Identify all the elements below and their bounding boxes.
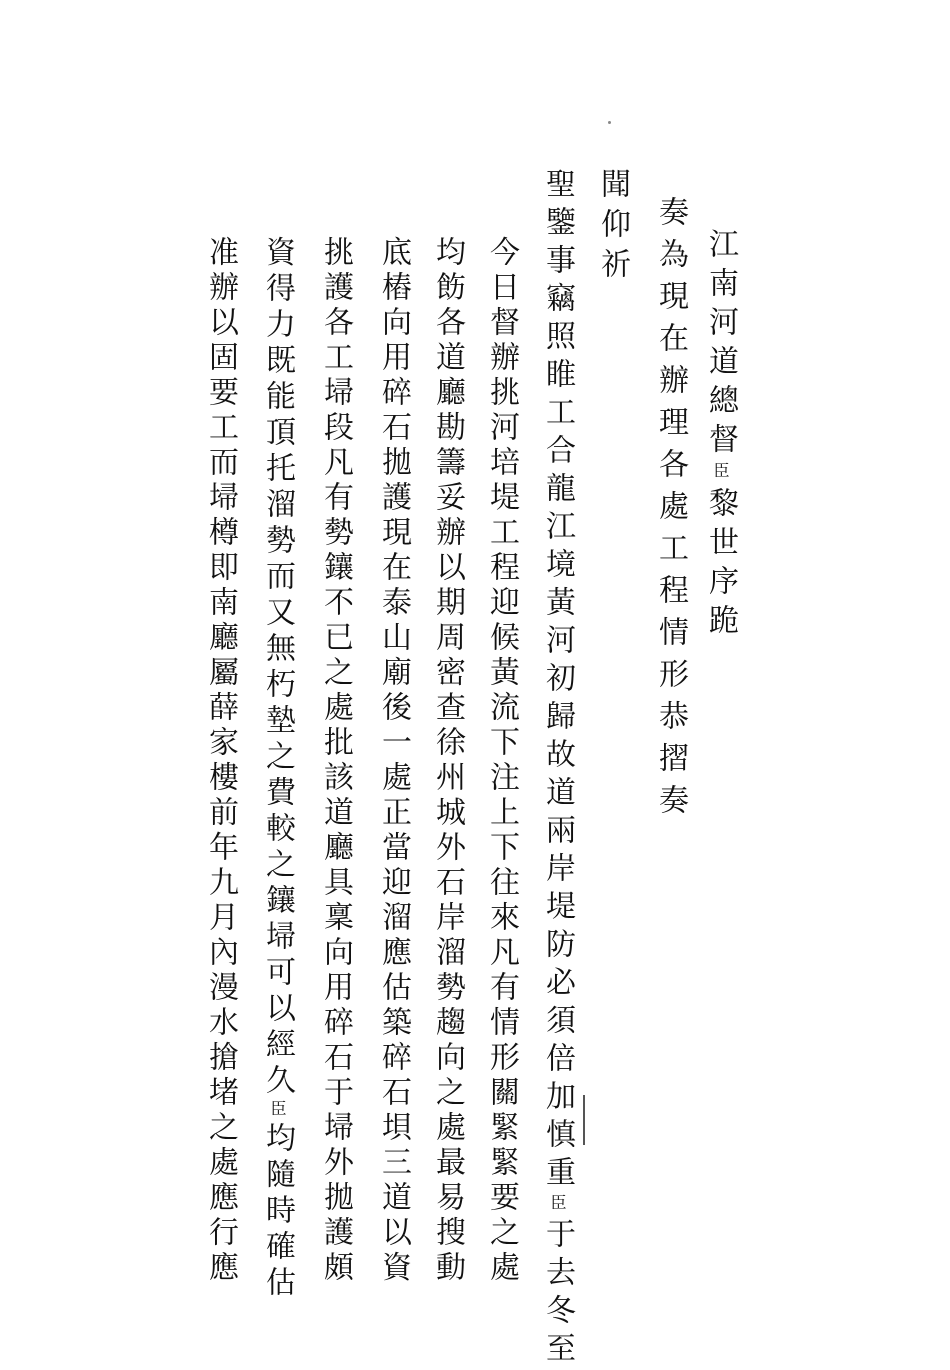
body-line-5-text: 挑護各工埽段凡有勢鑲不已之處批該道廳具稟向用碎石于埽外拋護頗	[318, 236, 353, 1286]
scan-edge-mark	[583, 1095, 585, 1145]
body-line-3	[430, 236, 465, 1286]
author-title: 江南河道總督	[703, 228, 738, 462]
body-line-4-text: 底樁向用碎石拋護現在泰山廟後一處正當迎溜應估築碎石垻三道以資	[376, 236, 411, 1286]
body-line-6-tail: 均隨時確估	[260, 1122, 295, 1302]
body-line-6-self-reference: 臣	[268, 1100, 287, 1122]
body-line-2-text: 今日督辦挑河培堤工程迎候黃流下注上下往來凡有情形關緊緊要之處	[484, 236, 519, 1286]
body-line-4	[376, 236, 411, 1286]
body-line-1-tail: 于去冬至	[540, 1218, 575, 1370]
body-line-3-text: 均飭各道廳勘籌妥辦以期周密查徐州城外石岸溜勢趨向之處最易搜動	[430, 236, 465, 1286]
subject-text: 奏為現在辦理各處工程情形恭摺奏	[653, 196, 688, 826]
body-line-1-text: 聖鑒事竊照睢工合龍江境黃河初歸故道兩岸堤防必須倍加慎重	[540, 168, 575, 1194]
author-name: 黎世序跪	[703, 487, 738, 643]
body-line-6	[260, 236, 295, 1302]
author-self-reference: 臣	[711, 462, 730, 487]
body-line-7-text: 准辦以固要工而埽樽即南廳屬薛家樓前年九月內漫水搶堵之處應行應	[203, 236, 238, 1286]
body-line-5	[318, 236, 353, 1286]
petition-text: 聞仰祈	[595, 168, 630, 288]
memorial-petition-line	[595, 168, 630, 288]
body-line-1	[540, 168, 575, 1370]
body-line-2	[484, 236, 519, 1286]
scan-speck	[608, 121, 611, 124]
body-line-1-self-reference: 臣	[548, 1194, 567, 1218]
memorial-subject-line	[653, 196, 688, 826]
body-line-6-text: 資得力既能頂托溜勢而又無朽墊之費較之鑲埽可以經久	[260, 236, 295, 1100]
body-line-7	[203, 236, 238, 1286]
memorial-author-line	[703, 228, 738, 643]
